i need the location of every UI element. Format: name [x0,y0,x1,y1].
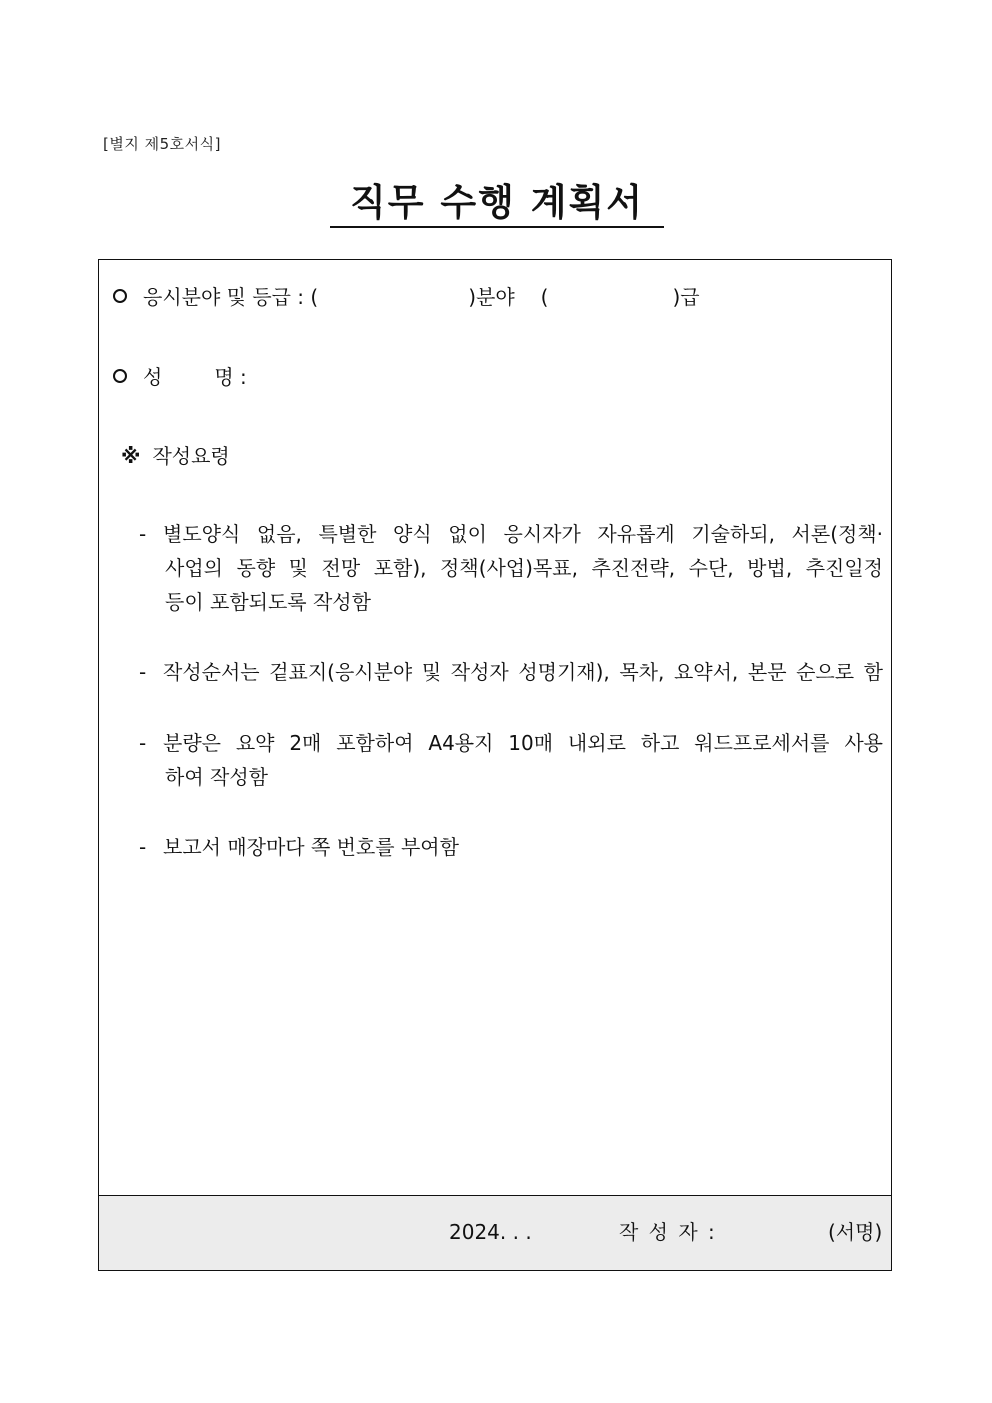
instructions-heading-text: 작성요령 [152,444,230,468]
instruction-item-3-end [139,760,883,794]
instruction-item-2 [139,655,883,689]
grade-suffix: )급 [672,285,700,309]
name-label-second: 명 : [214,365,247,389]
instruction-1-line-1: 별도양식 없음, 특별한 양식 없이 응시자가 자유롭게 기술하되, 서론(정책· [163,522,883,546]
field-grade-row [113,283,700,311]
signature-label: (서명) [828,1220,883,1244]
signature-footer [99,1195,891,1270]
name-label-first: 성 [143,365,163,389]
reference-mark-icon: ※ [121,444,141,468]
instruction-item-4 [139,830,883,864]
field-grade-label: 응시분야 및 등급 : ( [143,285,319,309]
grade-open-paren: ( [540,285,549,309]
instruction-2-line-1: 작성순서는 겉표지(응시분야 및 작성자 성명기재), 목차, 요약서, 본문 순으로 함 [163,660,883,684]
instruction-item-1-cont [139,551,883,585]
author-input-blank[interactable] [725,1218,825,1246]
instruction-1-line-2: 사업의 동향 및 전망 포함), 정책(사업)목표, 추진전략, 수단, 방법, 추진일정 [165,556,883,580]
dash-bullet: - [139,731,147,755]
name-row [113,363,447,391]
instruction-item-1 [139,517,883,551]
author-label: 작 성 자 : [619,1220,717,1244]
instructions-heading [113,442,230,470]
instruction-4-line-1: 보고서 매장마다 쪽 번호를 부여함 [163,835,459,859]
dash-bullet: - [139,835,147,859]
instruction-3-line-1: 분량은 요약 2매 포함하여 A4용지 10매 내외로 하고 워드프로세서를 사용 [163,731,883,755]
form-box [98,259,892,1271]
form-number-label: [별지 제5호서식] [103,135,221,153]
dash-bullet: - [139,660,147,684]
circle-bullet-icon [113,369,127,383]
instruction-item-3 [139,726,883,760]
instruction-item-1-end [139,585,883,619]
instruction-1-line-3: 등이 포함되도록 작성함 [165,590,371,614]
field-suffix: )분야 [468,285,515,309]
circle-bullet-icon [113,289,127,303]
instruction-3-line-2: 하여 작성함 [165,765,268,789]
document-title: 직무 수행 계획서 [350,181,644,224]
title-underline [330,226,664,228]
date-field[interactable]: 2024. . . [449,1220,532,1244]
dash-bullet: - [139,522,147,546]
